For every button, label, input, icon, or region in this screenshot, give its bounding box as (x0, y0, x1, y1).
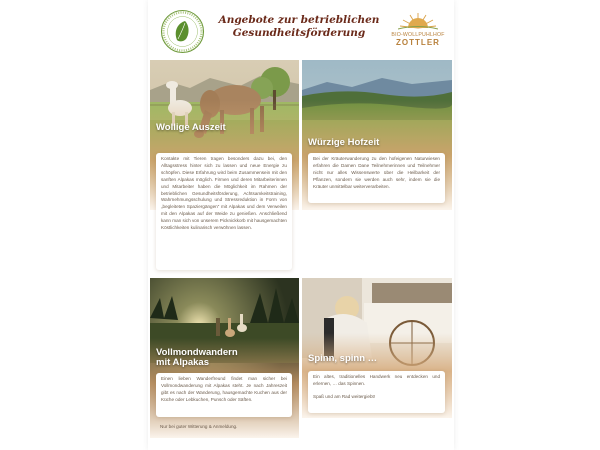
card-text (308, 153, 445, 203)
offer-card-spinn-spinn (302, 278, 452, 418)
card-heading: Wollige Auszeit (156, 122, 226, 133)
card-paragraph: Kontakte mit Tieren tragen besonders dazu bei, den Alltagsstress hinter sich zu lassen und neue Energie zu schöpfen. Diese Erfahrung wird beim Zusammensein mit den sanften Alpakas möglich. Firmen und deren Mitarbeiterinnen und Mitarbeiter haben die Möglichkeit im Rahmen der betrieblichen Gesundheitsförderung, Achtsamkeitstraining, Wahrnehmungsschulung und Stressreduktion in Form von „begleiteten Spaziergängen“ mit Alpakas und dem Verweilen mit den Alpakas auf der Weide zu genießen. Anschließend kann man sich von unserem Picknickkorb mit hausgemachten Köstlichkeiten kulinarisch verwöhnen lassen. (161, 156, 287, 231)
card-text (308, 371, 445, 413)
card-paragraph-1: Ein altes, traditionelles Handwerk neu entdecken und erlernen, … das Spinnen. (313, 374, 440, 386)
card-paragraph: Bei der Kräuterwanderung zu den hofeigenen Naturwiesen erfahren die Damen Dane Teilnehmerinnen und Teilnehmer nicht nur alles Wissenswerte über die Heilbarkeit der Pflanzen, sondern sie werden auch sehr, indem sie die Kräuter unmittelbar weiterverarbeiten. (313, 156, 440, 189)
offer-card-wollige-auszeit (150, 60, 299, 275)
card-heading: Würzige Hofzeit (308, 137, 380, 148)
card-text (156, 153, 292, 270)
offer-card-vollmondwandern (150, 278, 299, 438)
card-paragraph: Einen lieben Wanderfreund findet man sicher bei Vollmondwanderung mit Alpakas steht. Je nach Jahreszeit gibt es nach der Wanderung, hausgemachte Kuchen aus der Küche oder Lebkuchen, Punsch oder Säften. (161, 376, 287, 402)
card-paragraph-2: Spaß und am Rad weitergiebt! (313, 393, 376, 399)
brand-subtitle: BIO-WOLLPUHLHOF (391, 32, 445, 38)
offer-card-wuerzige-hofzeit (302, 60, 452, 210)
title-line-1: Angebote zur betrieblichen (218, 14, 380, 26)
card-heading-line-1: Vollmondwandern (156, 347, 238, 358)
certification-logo (160, 9, 205, 54)
card-heading: Spinn, spinn … (308, 353, 378, 364)
brand-logo (386, 12, 450, 47)
title-line-2: Gesundheitsförderung (232, 27, 366, 39)
weather-note: Nur bei guter Witterung & Anmeldung. (160, 424, 238, 429)
brand-name: ZOTTLER (396, 38, 440, 47)
card-heading (150, 348, 238, 368)
card-text (156, 373, 292, 417)
card-heading-line-2: mit Alpakas (156, 357, 209, 368)
page-title (210, 14, 388, 40)
flyer-page (148, 0, 454, 450)
sun-icon (398, 12, 438, 30)
